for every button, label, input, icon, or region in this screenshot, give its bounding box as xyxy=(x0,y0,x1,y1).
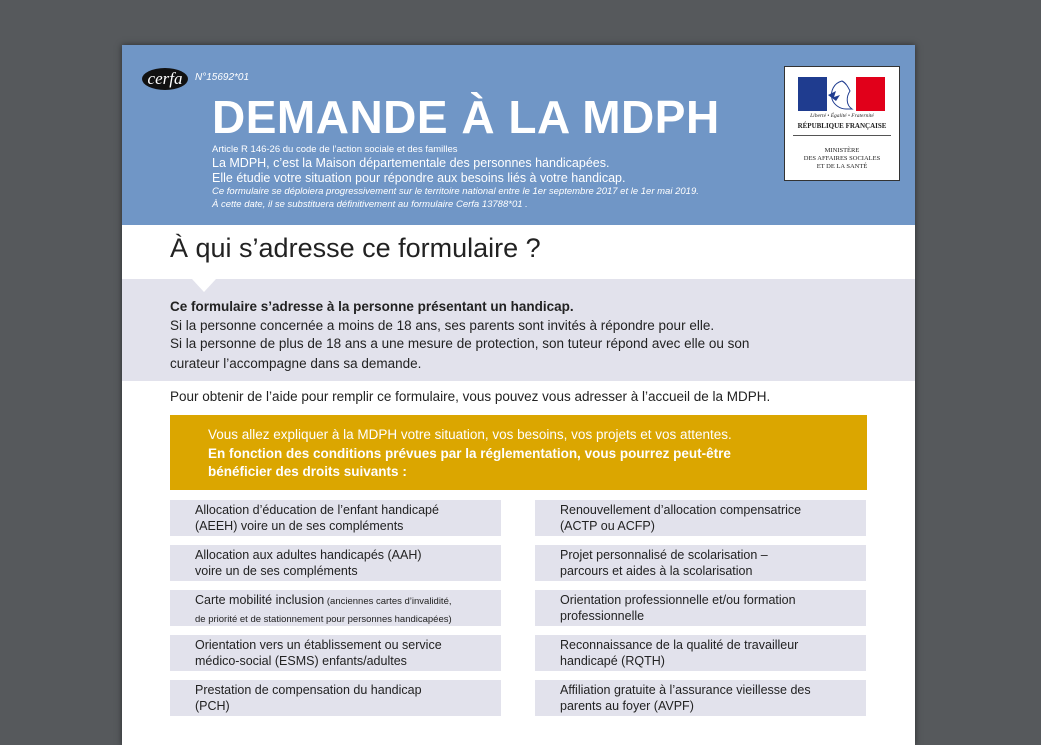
right-item-line-2: (ACTP ou ACFP) xyxy=(560,519,655,533)
right-item xyxy=(170,590,501,626)
right-item-line-1: Allocation aux adultes handicapés (AAH) xyxy=(195,548,422,562)
rights-intro-line-1: Vous allez expliquer à la MDPH votre situation, vos besoins, vos projets et vos attentes. xyxy=(208,427,732,442)
right-item xyxy=(170,680,501,716)
section-title: À qui s’adresse ce formulaire ? xyxy=(170,233,541,263)
deployment-note-2: À cette date, il se substituera définitivement au formulaire Cerfa 13788*01 . xyxy=(212,199,528,210)
audience-line-1: Si la personne concernée a moins de 18 ans, ses parents sont invités à répondre pour elle. xyxy=(170,318,715,333)
audience-line-2: Si la personne de plus de 18 ans a une mesure de protection, son tuteur répond avec elle ou son xyxy=(170,336,750,351)
ministry-line-2: DES AFFAIRES SOCIALES xyxy=(803,155,881,162)
right-item-line-1: Carte mobilité inclusion xyxy=(195,593,325,607)
intro-line-2: Elle étudie votre situation pour répondre aux besoins liés à votre handicap. xyxy=(212,171,626,185)
ministry-line-3: ET DE LA SANTÉ xyxy=(816,163,868,170)
right-item xyxy=(170,500,501,536)
republic-name: RÉPUBLIQUE FRANÇAISE xyxy=(797,122,887,130)
right-item-line-2: médico-social (ESMS) enfants/adultes xyxy=(195,654,407,668)
right-item xyxy=(535,635,866,671)
marianne-logo xyxy=(784,66,900,181)
ministry-name xyxy=(785,147,899,171)
right-item-line-2: parents au foyer (AVPF) xyxy=(560,699,694,713)
right-item xyxy=(170,545,501,581)
right-item-line-2: (AEEH) voire un de ses compléments xyxy=(195,519,404,533)
right-item xyxy=(535,500,866,536)
rights-intro-box xyxy=(170,415,867,490)
republic-motto: Liberté • Égalité • Fraternité xyxy=(810,113,874,119)
right-item-line-1: Orientation professionnelle et/ou formation xyxy=(560,593,796,607)
french-flag-icon xyxy=(798,77,885,111)
audience-pointer xyxy=(192,279,216,292)
page-title: DEMANDE À LA MDPH xyxy=(212,91,720,143)
header-banner xyxy=(122,45,915,225)
right-item-line-2: (PCH) xyxy=(195,699,230,713)
right-item-line-1: Allocation d’éducation de l’enfant handicapé xyxy=(195,503,439,517)
right-item-line-1: Orientation vers un établissement ou service xyxy=(195,638,442,652)
right-item xyxy=(535,590,866,626)
audience-line-3: curateur l’accompagne dans sa demande. xyxy=(170,356,422,371)
right-item xyxy=(170,635,501,671)
audience-bold-line: Ce formulaire s’adresse à la personne présentant un handicap. xyxy=(170,299,574,314)
right-item-line-2: professionnelle xyxy=(560,609,645,623)
right-item-line-1: Projet personnalisé de scolarisation – xyxy=(560,548,768,562)
rights-intro-line-2: En fonction des conditions prévues par la réglementation, vous pourrez peut-être xyxy=(208,446,731,461)
intro-line-1: La MDPH, c’est la Maison départementale des personnes handicapées. xyxy=(212,156,610,170)
right-item-line-2: parcours et aides à la scolarisation xyxy=(560,564,753,578)
right-item-line-2: handicapé (RQTH) xyxy=(560,654,665,668)
help-text: Pour obtenir de l’aide pour remplir ce formulaire, vous pouvez vous adresser à l’accueil de la MDPH. xyxy=(170,389,771,404)
right-item-line-2: de priorité et de stationnement pour personnes handicapées) xyxy=(195,614,452,625)
rights-intro-line-3: bénéficier des droits suivants : xyxy=(208,464,407,479)
right-item-line-1: Affiliation gratuite à l’assurance vieillesse des xyxy=(560,683,811,697)
cerfa-logo: cerfa xyxy=(142,68,188,90)
right-item-line-1-note: (anciennes cartes d’invalidité, xyxy=(324,596,452,607)
right-item-line-1: Reconnaissance de la qualité de travailleur xyxy=(560,638,799,652)
document-page xyxy=(122,45,915,745)
right-item-line-1: Renouvellement d’allocation compensatrice xyxy=(560,503,802,517)
deployment-note-1: Ce formulaire se déploiera progressivement sur le territoire national entre le 1er septembre 2017 et le 1er mai 2019. xyxy=(212,186,699,197)
right-item-line-2: voire un de ses compléments xyxy=(195,564,358,578)
legal-article: Article R 146-26 du code de l’action sociale et des familles xyxy=(212,144,458,155)
ministry-line-1: MINISTÈRE xyxy=(824,147,860,154)
form-number: N°15692*01 xyxy=(195,72,250,83)
right-item-line-1: Prestation de compensation du handicap xyxy=(195,683,422,697)
logo-divider xyxy=(793,135,891,136)
right-item xyxy=(535,680,866,716)
right-item xyxy=(535,545,866,581)
